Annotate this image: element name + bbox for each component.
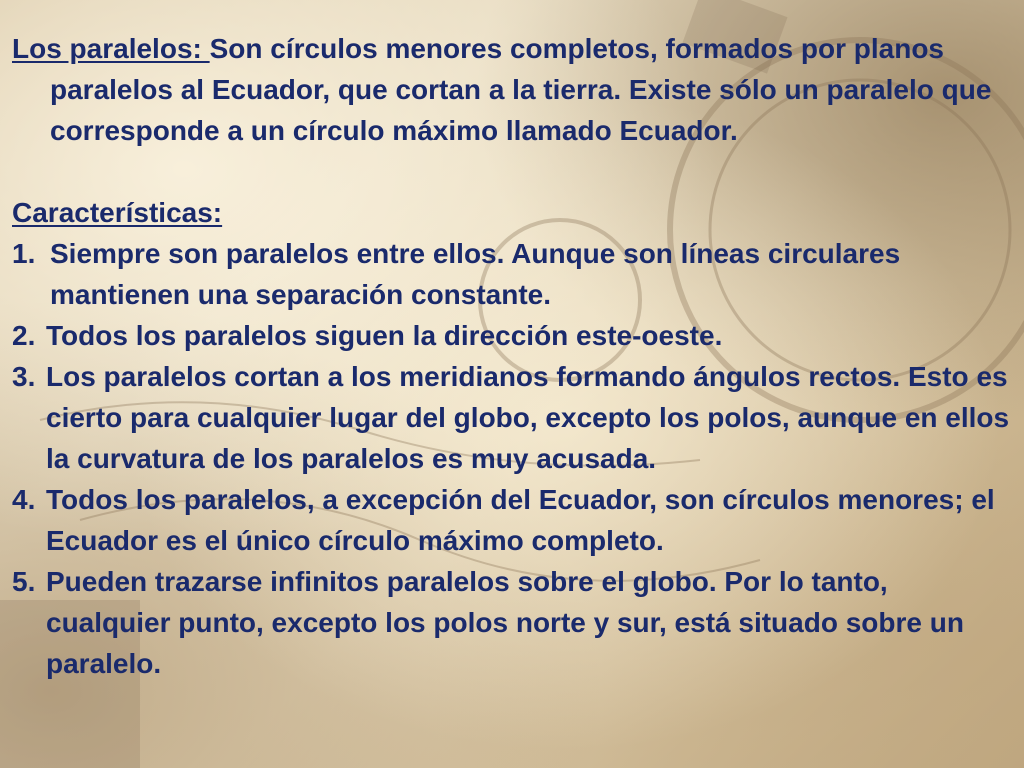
list-number: 4. bbox=[12, 484, 36, 515]
list-number: 3. bbox=[12, 361, 36, 392]
intro-paragraph bbox=[12, 28, 1012, 151]
list-item bbox=[12, 561, 1012, 684]
list-item bbox=[12, 479, 1012, 561]
list-text: Todos los paralelos siguen la dirección este-oeste. bbox=[46, 320, 723, 351]
list-item bbox=[12, 315, 1012, 356]
list-number: 2. bbox=[12, 320, 36, 351]
list-item bbox=[12, 356, 1012, 479]
characteristics-heading: Características: bbox=[12, 197, 223, 228]
list-number: 1. bbox=[12, 238, 36, 269]
list-text: Los paralelos cortan a los meridianos formando ángulos rectos. Esto es cierto para cualquier lugar del globo, excepto los polos, aunque en ellos la curvatura de los paralelos es muy acusada. bbox=[46, 361, 1010, 474]
intro-label: Los paralelos: bbox=[12, 33, 210, 64]
list-item bbox=[12, 233, 1012, 315]
list-text: Siempre son paralelos entre ellos. Aunque son líneas circulares mantienen una separación constante. bbox=[50, 238, 901, 310]
spacer bbox=[12, 151, 1012, 192]
list-number: 5. bbox=[12, 566, 36, 597]
slide-content bbox=[12, 28, 1012, 684]
list-text: Todos los paralelos, a excepción del Ecuador, son círculos menores; el Ecuador es el único círculo máximo completo. bbox=[46, 484, 995, 556]
list-text: Pueden trazarse infinitos paralelos sobre el globo. Por lo tanto, cualquier punto, excepto los polos norte y sur, está situado sobre un paralelo. bbox=[46, 566, 964, 679]
intro-text: Son círculos menores completos, formados por planos paralelos al Ecuador, que cortan a la tierra. Existe sólo un paralelo que corresponde a un círculo máximo llamado Ecuador. bbox=[50, 33, 992, 146]
